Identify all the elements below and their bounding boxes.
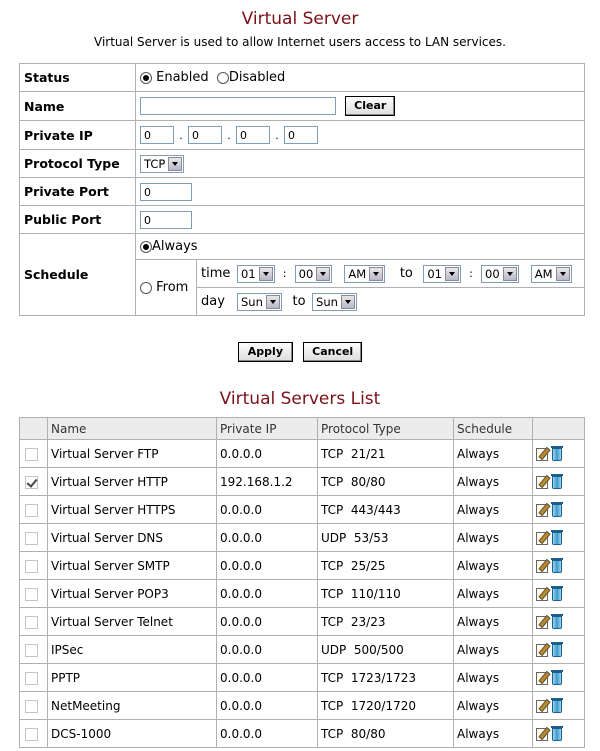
row-ports: 25/25: [350, 558, 386, 573]
time-label: time: [201, 266, 231, 281]
header-checkbox-column: [20, 418, 48, 440]
header-name: Name: [48, 418, 217, 440]
time-from-hour-value: 01: [241, 266, 256, 281]
trash-icon[interactable]: [552, 532, 562, 545]
schedule-from-label: From: [156, 280, 189, 295]
time-colon: :: [469, 267, 473, 280]
row-private-ip: 0.0.0.0: [217, 440, 318, 468]
time-from-minute-value: 00: [298, 266, 314, 281]
chevron-down-icon: [168, 157, 182, 171]
row-schedule: Always: [454, 552, 533, 580]
row-protocol: [318, 692, 454, 720]
row-private-ip: 0.0.0.0: [217, 552, 318, 580]
row-checkbox[interactable]: [25, 560, 38, 573]
row-protocol: [318, 468, 454, 496]
row-name: Virtual Server POP3: [48, 580, 217, 608]
virtual-server-form: [19, 63, 585, 316]
row-private-ip: 0.0.0.0: [217, 692, 318, 720]
form-buttons: [0, 342, 600, 362]
row-name: DCS-1000: [48, 720, 217, 748]
table-row: [20, 440, 585, 468]
status-label: Status: [20, 64, 136, 92]
row-ports: 1720/1720: [350, 698, 417, 713]
row-ports: 21/21: [350, 446, 386, 461]
schedule-from-radio[interactable]: [140, 282, 152, 294]
row-ports: 53/53: [353, 530, 389, 545]
virtual-servers-table: [19, 417, 585, 748]
clear-button[interactable]: Clear: [345, 96, 395, 116]
table-row: [20, 664, 585, 692]
name-input[interactable]: [140, 97, 336, 115]
header-protocol-type: Protocol Type: [318, 418, 454, 440]
header-actions: [533, 418, 585, 440]
row-schedule: Always: [454, 608, 533, 636]
day-from-select[interactable]: [237, 293, 282, 311]
table-row: [20, 720, 585, 748]
day-to-label: to: [292, 294, 306, 309]
row-ports: 80/80: [350, 474, 386, 489]
trash-icon[interactable]: [552, 476, 562, 489]
row-protocol: [318, 636, 454, 664]
public-port-label: Public Port: [20, 206, 136, 234]
time-to-hour-select[interactable]: [423, 265, 461, 283]
protocol-type-value: TCP: [144, 156, 166, 171]
time-from-ampm-select[interactable]: [344, 265, 385, 283]
edit-icon[interactable]: [536, 588, 548, 601]
row-name: IPSec: [48, 636, 217, 664]
header-schedule: Schedule: [454, 418, 533, 440]
edit-icon[interactable]: [536, 532, 548, 545]
name-label: Name: [20, 92, 136, 121]
day-from-value: Sun: [241, 294, 263, 309]
trash-icon[interactable]: [552, 700, 562, 713]
row-checkbox[interactable]: [25, 728, 38, 741]
schedule-always-label: Always: [152, 239, 198, 254]
row-checkbox[interactable]: [25, 588, 38, 601]
row-ports: 80/80: [350, 726, 386, 741]
row-checkbox[interactable]: [25, 672, 38, 685]
table-row: [20, 608, 585, 636]
protocol-type-label: Protocol Type: [20, 150, 136, 178]
protocol-type-select[interactable]: [140, 155, 184, 173]
time-colon: :: [282, 267, 287, 280]
row-schedule: Always: [454, 580, 533, 608]
row-private-ip: 0.0.0.0: [217, 580, 318, 608]
row-private-ip: 0.0.0.0: [217, 636, 318, 664]
time-from-minute-select[interactable]: [295, 265, 333, 283]
row-protocol-type: UDP: [321, 530, 347, 545]
row-checkbox[interactable]: [25, 644, 38, 657]
row-private-ip: 0.0.0.0: [217, 524, 318, 552]
row-protocol-type: TCP: [321, 670, 344, 685]
day-to-select[interactable]: [312, 293, 357, 311]
edit-icon[interactable]: [536, 504, 548, 517]
row-protocol-type: TCP: [321, 474, 344, 489]
row-protocol-type: TCP: [321, 698, 344, 713]
time-to-ampm-select[interactable]: [531, 265, 572, 283]
table-row: [20, 524, 585, 552]
status-disabled-label: Disabled: [228, 70, 286, 85]
row-checkbox[interactable]: [25, 616, 38, 629]
chevron-down-icon: [316, 267, 330, 281]
row-protocol: [318, 524, 454, 552]
schedule-label: Schedule: [20, 234, 136, 316]
ip-separator: .: [227, 128, 231, 142]
day-to-value: Sun: [316, 294, 338, 309]
cancel-button[interactable]: Cancel: [303, 342, 362, 362]
row-ports: 443/443: [350, 502, 401, 517]
row-protocol: [318, 720, 454, 748]
edit-icon[interactable]: [536, 700, 548, 713]
row-protocol-type: UDP: [321, 642, 347, 657]
row-name: PPTP: [48, 664, 217, 692]
time-from-hour-select[interactable]: [237, 265, 275, 283]
row-private-ip: 0.0.0.0: [217, 664, 318, 692]
row-name: Virtual Server HTTPS: [48, 496, 217, 524]
row-checkbox[interactable]: [25, 504, 38, 517]
row-ports: 1723/1723: [350, 670, 417, 685]
chevron-down-icon: [369, 267, 383, 281]
row-protocol: [318, 440, 454, 468]
row-protocol-type: TCP: [321, 614, 344, 629]
row-name: Virtual Server Telnet: [48, 608, 217, 636]
time-to-ampm-value: AM: [534, 266, 553, 281]
trash-icon[interactable]: [552, 644, 562, 657]
row-protocol: [318, 496, 454, 524]
page-title: Virtual Server: [241, 9, 359, 29]
list-title: Virtual Servers List: [219, 389, 381, 409]
row-schedule: Always: [454, 496, 533, 524]
row-protocol: [318, 608, 454, 636]
trash-icon[interactable]: [552, 448, 562, 461]
ip-separator: .: [275, 128, 279, 142]
time-to-hour-value: 01: [427, 266, 442, 281]
table-row: [20, 496, 585, 524]
private-ip-octet-4[interactable]: 0: [284, 126, 318, 144]
chevron-down-icon: [259, 267, 273, 281]
chevron-down-icon: [556, 267, 570, 281]
private-ip-octet-2[interactable]: 0: [188, 126, 222, 144]
table-row: [20, 636, 585, 664]
row-protocol-type: TCP: [321, 446, 344, 461]
row-checkbox[interactable]: [25, 448, 38, 461]
row-ports: 23/23: [350, 614, 386, 629]
table-row: [20, 580, 585, 608]
row-checkbox[interactable]: [25, 532, 38, 545]
row-schedule: Always: [454, 440, 533, 468]
row-ports: 500/500: [353, 642, 404, 657]
row-protocol-type: TCP: [321, 502, 344, 517]
row-name: Virtual Server FTP: [48, 440, 217, 468]
time-to-minute-select[interactable]: [481, 265, 519, 283]
virtual-servers-rows: [20, 440, 585, 748]
edit-icon[interactable]: [536, 728, 548, 741]
edit-icon[interactable]: [536, 616, 548, 629]
table-row: [20, 692, 585, 720]
apply-button[interactable]: Apply: [238, 342, 293, 362]
header-private-ip: Private IP: [217, 418, 318, 440]
row-name: Virtual Server SMTP: [48, 552, 217, 580]
trash-icon[interactable]: [552, 728, 562, 741]
trash-icon[interactable]: [552, 616, 562, 629]
edit-icon[interactable]: [536, 476, 548, 489]
trash-icon[interactable]: [552, 560, 562, 573]
edit-icon[interactable]: [536, 448, 548, 461]
edit-icon[interactable]: [536, 644, 548, 657]
row-name: Virtual Server HTTP: [48, 468, 217, 496]
trash-icon[interactable]: [552, 588, 562, 601]
private-ip-octet-1[interactable]: 0: [140, 126, 174, 144]
trash-icon[interactable]: [552, 504, 562, 517]
status-enabled-label: Enabled: [156, 70, 209, 85]
row-protocol: [318, 664, 454, 692]
row-ports: 110/110: [350, 586, 401, 601]
chevron-down-icon: [266, 295, 280, 309]
row-protocol-type: TCP: [321, 558, 344, 573]
row-schedule: Always: [454, 720, 533, 748]
chevron-down-icon: [341, 295, 355, 309]
public-port-input[interactable]: 0: [140, 211, 192, 229]
private-ip-octet-3[interactable]: 0: [236, 126, 270, 144]
row-private-ip: 192.168.1.2: [217, 468, 318, 496]
row-private-ip: 0.0.0.0: [217, 720, 318, 748]
trash-icon[interactable]: [552, 672, 562, 685]
row-checkbox[interactable]: [25, 476, 38, 489]
table-row: [20, 552, 585, 580]
edit-icon[interactable]: [536, 560, 548, 573]
private-port-label: Private Port: [20, 178, 136, 206]
status-enabled-radio[interactable]: [140, 72, 152, 84]
private-port-input[interactable]: 0: [140, 183, 192, 201]
chevron-down-icon: [503, 267, 517, 281]
time-from-ampm-value: AM: [348, 266, 367, 281]
table-row: [20, 468, 585, 496]
edit-icon[interactable]: [536, 672, 548, 685]
status-disabled-radio[interactable]: [217, 72, 229, 84]
row-protocol: [318, 552, 454, 580]
row-schedule: Always: [454, 524, 533, 552]
row-protocol-type: TCP: [321, 586, 344, 601]
row-private-ip: 0.0.0.0: [217, 608, 318, 636]
time-to-minute-value: 00: [485, 266, 500, 281]
time-to-label: to: [399, 266, 413, 281]
row-schedule: Always: [454, 636, 533, 664]
row-name: Virtual Server DNS: [48, 524, 217, 552]
row-checkbox[interactable]: [25, 700, 38, 713]
ip-separator: .: [179, 128, 183, 142]
private-ip-label: Private IP: [20, 121, 136, 150]
day-label: day: [201, 294, 225, 309]
row-schedule: Always: [454, 664, 533, 692]
row-protocol: [318, 580, 454, 608]
row-private-ip: 0.0.0.0: [217, 496, 318, 524]
page-subtitle: Virtual Server is used to allow Internet users access to LAN services.: [94, 35, 506, 49]
row-protocol-type: TCP: [321, 726, 344, 741]
schedule-always-radio[interactable]: [140, 241, 152, 253]
row-name: NetMeeting: [48, 692, 217, 720]
row-schedule: Always: [454, 468, 533, 496]
row-schedule: Always: [454, 692, 533, 720]
chevron-down-icon: [445, 267, 459, 281]
